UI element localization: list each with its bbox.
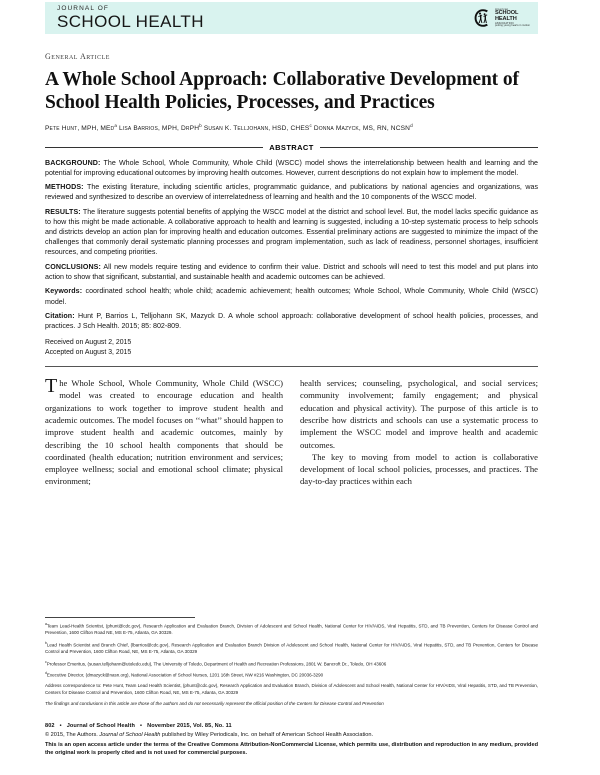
abstract-section <box>45 182 538 202</box>
body-paragraph: health services; counseling, psychological, and social services; community involvement; family engagement; and physical education and physical activity). The purpose of this article is to describe how districts and schools can use a systematic process to implement the WSCC model and improve health and academic outcomes. <box>300 378 538 450</box>
received-date: Received on August 2, 2015 <box>45 339 132 347</box>
abstract-rule-right <box>320 147 538 148</box>
submission-dates <box>45 338 538 358</box>
article-content <box>45 52 538 488</box>
body-paragraph: The key to moving from model to action is collaborative development of local school policies, processes, and practices. The day-to-day practices within each <box>300 451 538 487</box>
asha-logo <box>473 8 530 28</box>
abstract-section-text: All new models require testing and evidence to confirm their value. District and schools will need to test this model and put plans into action to show that significant, substantial, and sustainable health and academic outcomes can be achieved. <box>45 262 538 281</box>
journal-masthead <box>45 2 538 34</box>
page-number: 802 <box>45 723 55 729</box>
asha-line-5: putting young hearts in motion <box>494 24 530 28</box>
asha-line-4: ASSOCIATION <box>494 21 514 25</box>
abstract-section <box>45 158 538 178</box>
footnote-marker: b <box>45 640 47 645</box>
citation-label: Citation: <box>45 312 75 321</box>
footnote-marker: c <box>45 659 47 664</box>
abstract-section <box>45 262 538 282</box>
keywords-label: Keywords: <box>45 287 83 296</box>
footnote-divider <box>45 617 195 618</box>
license-text: This is an open access article under the terms of the Creative Commons Attribution-NonCommercial License, which permits use, distribution and reproduction in any medium, provided the original work is properly cited and is not used for commercial purposes. <box>45 741 538 757</box>
asha-emblem-icon <box>473 8 493 28</box>
journal-name: SCHOOL HEALTH <box>57 12 204 32</box>
copyright-journal-italic: Journal of School Health <box>99 732 161 739</box>
abstract-section-text: The Whole School, Whole Community, Whole Child (WSCC) model shows the interrelationship between health and learning and the potential for improving educational outcomes by improving health outcomes. However, current descriptions do not explain how to implement the model. <box>45 158 538 177</box>
abstract-body <box>45 158 538 331</box>
abstract-section-label: RESULTS: <box>45 208 81 216</box>
footnote-marker: d <box>45 671 47 676</box>
page-colophon <box>45 722 538 758</box>
footnote-item <box>45 660 538 668</box>
footnote-item <box>45 671 538 679</box>
asha-wordmark <box>495 8 530 28</box>
masthead-title <box>57 6 204 31</box>
abstract-section-text: The existing literature, including scientific articles, programmatic guidance, and publications by national agencies and organizations, was reviewed and synthesized to describe an overview of interrelatedness of learning and health and the 10 components of the WSCC model. <box>45 183 538 202</box>
article-type-kicker: General Article <box>45 52 110 61</box>
section-divider <box>45 366 538 367</box>
accepted-date: Accepted on August 3, 2015 <box>45 349 132 357</box>
asha-line-2: SCHOOL <box>494 9 519 16</box>
abstract-section <box>45 207 538 257</box>
abstract-heading <box>45 143 538 152</box>
journal-of-label: JOURNAL OF <box>57 4 109 12</box>
colophon-issue: November 2015, Vol. 85, No. 11 <box>147 723 232 729</box>
copyright-line <box>45 731 538 740</box>
footnote-text: Professor Emeritus, (susan.telljohann@utoledo.edu), The University of Toledo, Department of Health and Recreation Professions, 2801 W. Bancroft Dr., Toledo, OH 43606 <box>46 661 387 666</box>
footnotes-block <box>45 622 538 711</box>
author-list: Pete Hunt, MPH, MEd$^a$ Lisa Barrios, MPH, DrPH$^b$ Susan K. Telljohann, HSD, CHES$^c$ Donna Mazyck, MS, RN, NCSN$^d$ <box>45 123 413 133</box>
abstract-section-text: The literature suggests potential benefits of applying the WSCC model at the district and school level. But, the model lacks specific guidance as to how this might be made actionable. A collaborative approach to health and learning is suggested, including a 10-step systematic process to help schools and districts develop an action plan for improving health and education outcomes. Essential preliminary actions are suggested to minimize the impact of the challenges that commonly derail systematic planning processes and program implementation, such as lack of readiness, personnel shortages, insufficient resources, and competing priorities. <box>45 208 539 257</box>
footnote-text: Lead Health Scientist and Branch Chief, (lbarrios@cdc.gov), Research Application and Evaluation Branch Division of Adolescent and School Health, National Center for HIV/AIDS, Viral Hepatitis, STD, and TB Prevention, Centers for Disease Control and Prevention, 1600 Clifton Road, NE, MS E-75, Atlanta, GA 30329 <box>45 642 538 655</box>
abstract-section-label: METHODS: <box>45 183 84 192</box>
disclaimer-note: The findings and conclusions in this article are those of the authors and do not necessarily represent the official position of the Centers for Disease Control and Prevention <box>45 700 384 706</box>
colophon-issue-line <box>45 722 538 731</box>
asha-line-1: American <box>494 7 509 12</box>
abstract-section-label: CONCLUSIONS: <box>45 262 101 271</box>
bullet-separator-icon: • <box>140 723 143 729</box>
footnote-marker: a <box>45 622 47 626</box>
copyright-post: published by Wiley Periodicals, Inc. on behalf of American School Health Association. <box>160 732 374 739</box>
intro-paragraph <box>45 377 283 488</box>
colophon-journal-name: Journal of School Health <box>66 723 135 729</box>
citation-section <box>45 311 538 331</box>
bullet-separator-icon: • <box>59 723 62 729</box>
footnote-text: Executive Director, (dmazyck@nasn.org), National Association of School Nurses, 1201 16th Street, NW #216 Washington, DC 20036-3290 <box>46 672 324 678</box>
copyright-pre: © 2015, The Authors. <box>45 732 100 739</box>
page-title: A Whole School Approach: Collaborative Development of School Health Policies, Processes, and Practices <box>45 69 519 113</box>
footnote-item <box>45 641 538 656</box>
footnote-item <box>45 622 538 637</box>
keywords-section <box>45 286 538 306</box>
footnote-text: Team Lead-Health Scientist, (phunt@cdc.gov), Research Application and Evaluation Branch, Division of Adolescent and School Health, National Center for HIV/AIDS, Viral Hepatitis, STD, and TB Prevention, Centers for Disease Control and Prevention, 1600 Clifton Road NE, MS E-75, Atlanta, GA 30329. <box>45 623 538 636</box>
article-body <box>45 377 538 488</box>
intro-paragraph-text: he Whole School, Whole Community, Whole Child (WSCC) model was created to encourage education and health organizations to work together to improve student health and academic outcomes. The model focuses on ‘‘what’’ should happen to improve student health and academic outcomes, mainly by describing the 10 school health components that should be coordinated (health education; nutrition environment and services; employee wellness; social and emotional school climate; physical environment; <box>45 378 283 487</box>
keywords-text: coordinated school health; whole child; academic achievement; health outcomes; Whole School, Whole Community, Whole Child (WSCC) model. <box>45 287 538 306</box>
citation-text: Hunt P, Barrios L, Telljohann SK, Mazyck D. A whole school approach: collaborative development of school health policies, processes, and practices. J Sch Health. 2015; 85: 802-809. <box>45 312 538 331</box>
abstract-rule-left <box>45 147 263 148</box>
drop-cap: T <box>45 375 58 398</box>
correspondence-note: Address correspondence to: Pete Hunt, Team Lead Health Scientist, (phunt@cdc.gov), Research Application and Evaluation Branch, Division of Adolescent and School Health, National Center for HIV/AIDS, Viral Hepatitis, STD, and TB Prevention, Centers for Disease Control and Prevention, 1600 Clifton Road, NE, MS E-75, Atlanta, GA 30329 <box>45 683 538 696</box>
asha-line-3: HEALTH <box>494 15 517 22</box>
abstract-label: ABSTRACT <box>269 142 314 152</box>
body-column-left <box>45 377 283 488</box>
body-column-right <box>300 377 538 488</box>
abstract-section-label: BACKGROUND: <box>45 158 101 167</box>
